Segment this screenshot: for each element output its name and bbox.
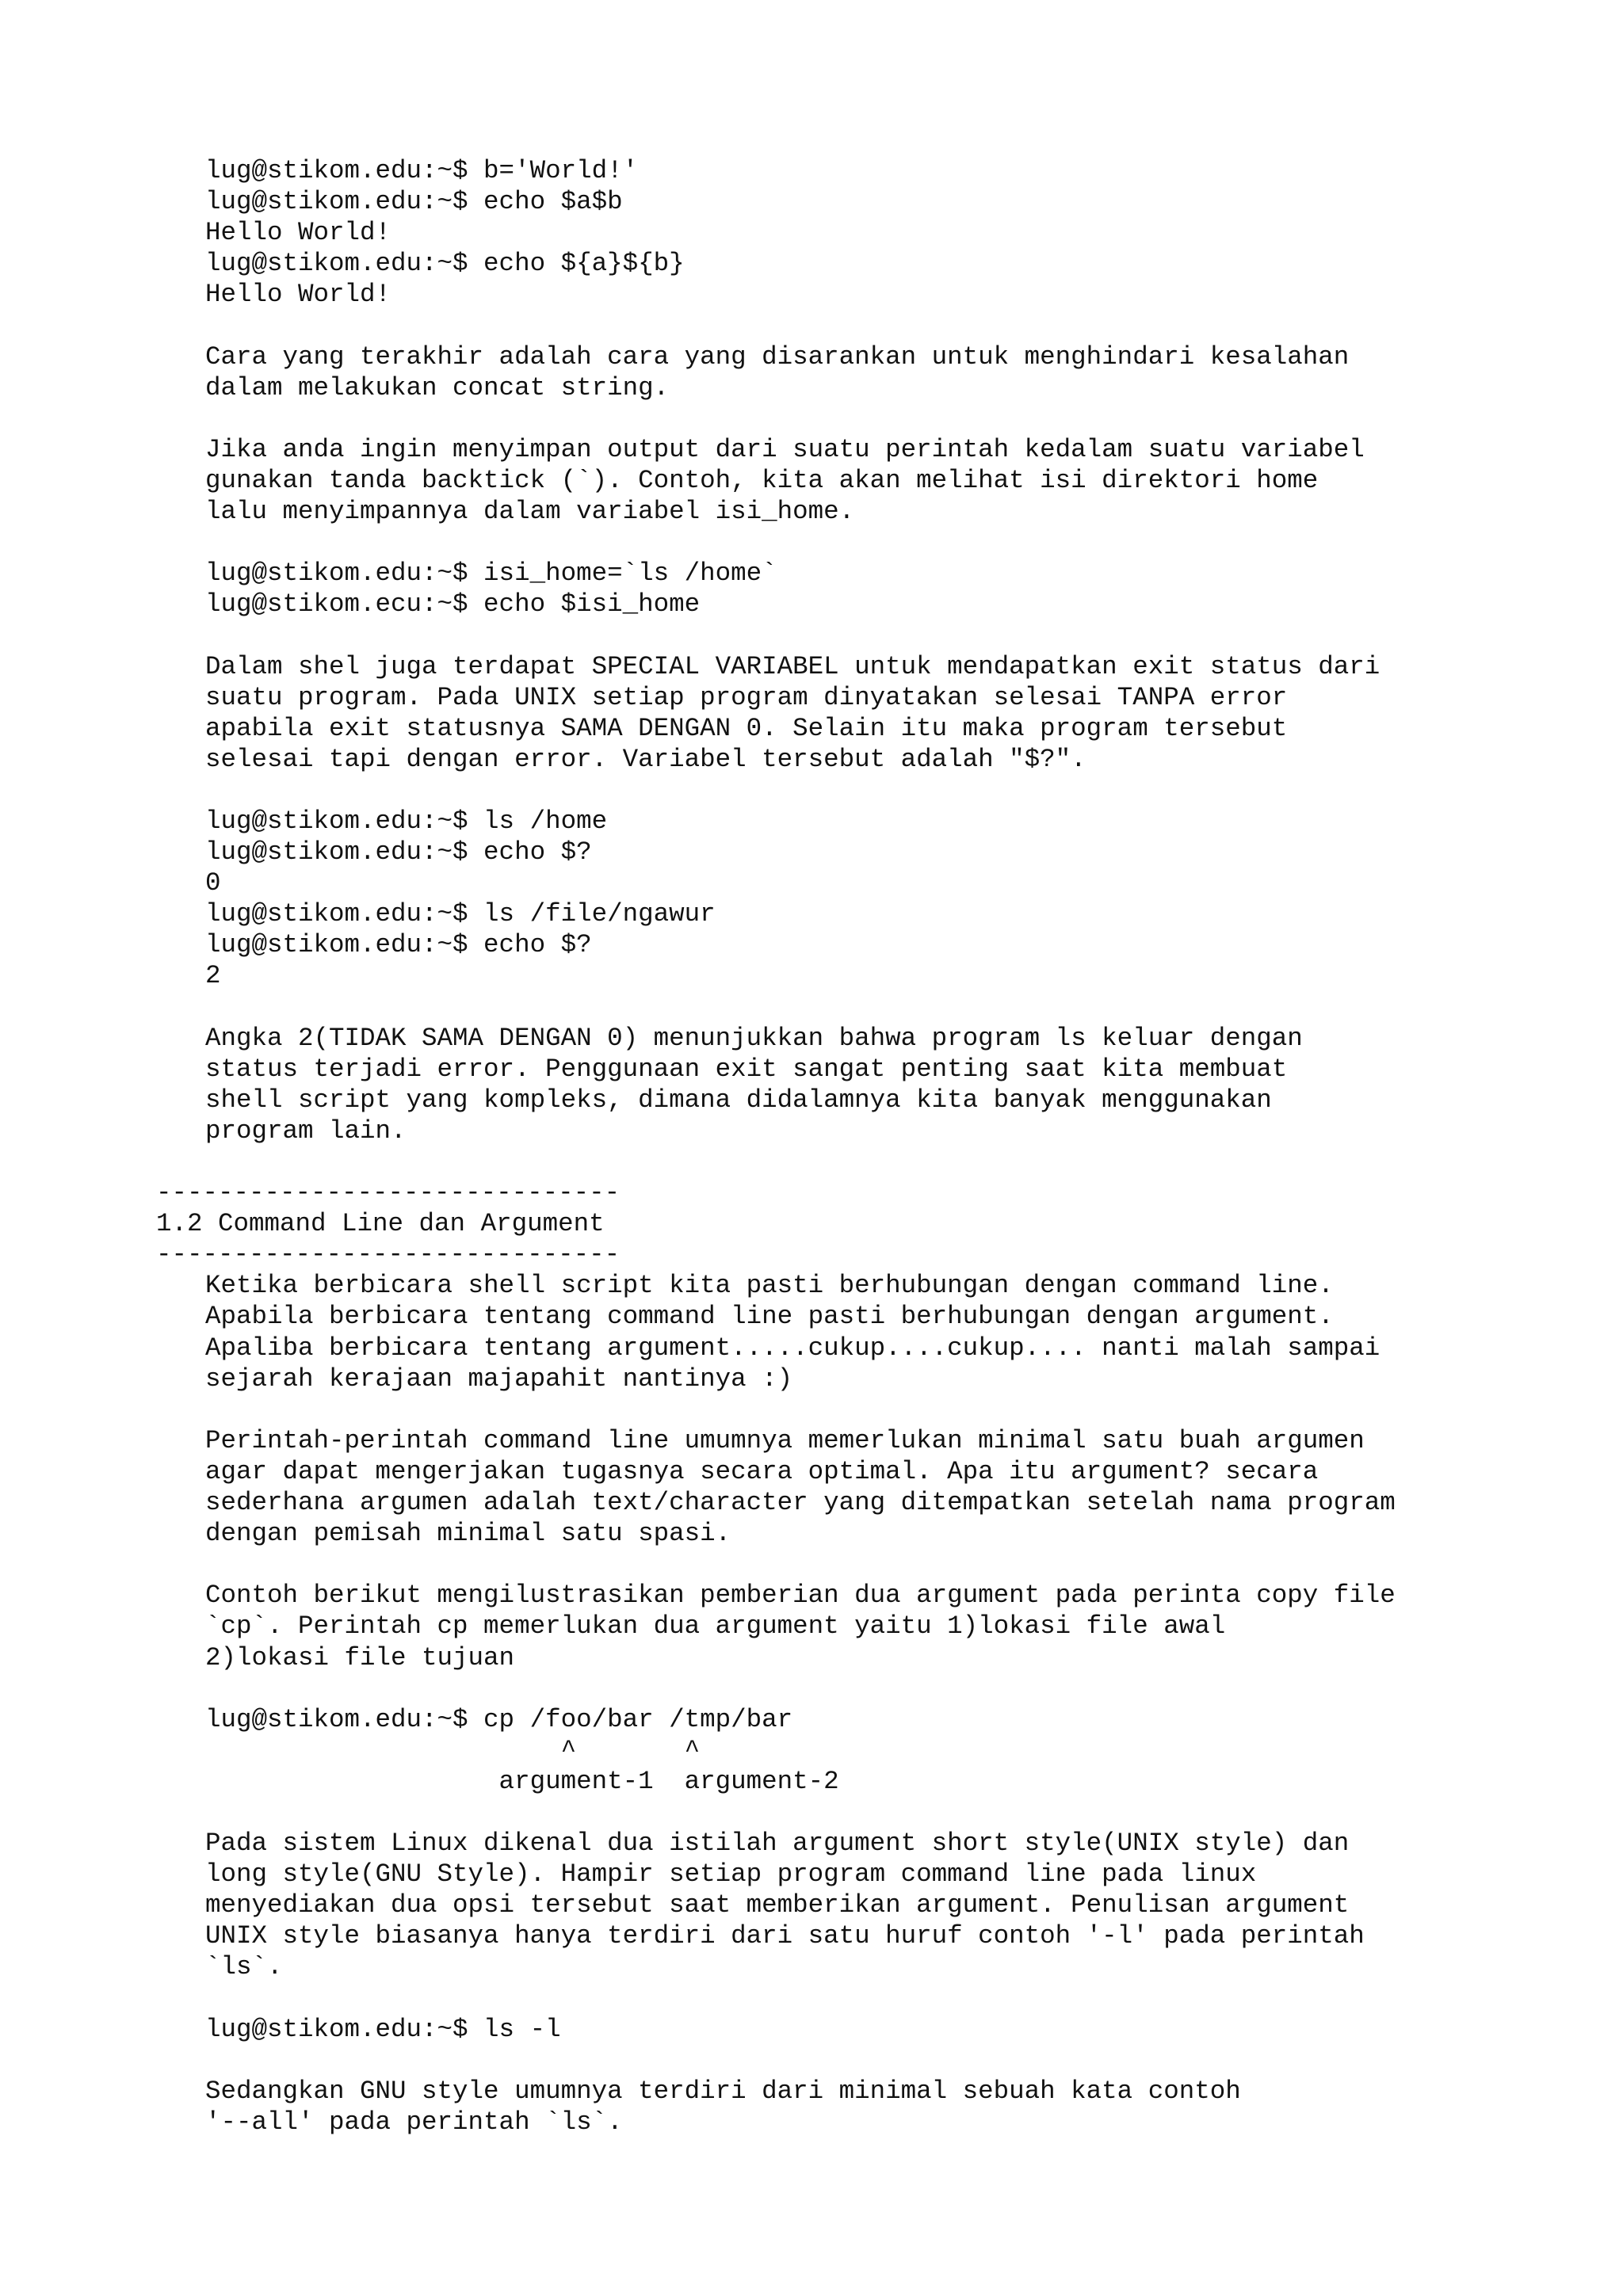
text-line: lug@stikom.edu:~$ ls /file/ngawur <box>205 899 716 929</box>
text-line: lug@stikom.edu:~$ b='World!' <box>205 156 639 185</box>
text-line: UNIX style biasanya hanya terdiri dari satu huruf contoh '-l' pada perintah <box>205 1921 1365 1951</box>
text-line: 1.2 Command Line dan Argument <box>156 1209 605 1239</box>
blank-line <box>156 310 1583 341</box>
text-line: Hello World! <box>205 280 391 310</box>
text-line: ^ ^ <box>205 1735 701 1765</box>
text-line: menyediakan dua opsi tersebut saat memberikan argument. Penulisan argument <box>205 1890 1350 1920</box>
text-line: Perintah-perintah command line umumnya memerlukan minimal satu buah argumen <box>205 1425 1365 1455</box>
blank-line <box>156 403 1583 434</box>
blank-line <box>156 527 1583 558</box>
text-line: suatu program. Pada UNIX setiap program dinyatakan selesai TANPA error <box>205 682 1288 712</box>
text-line: lug@stikom.edu:~$ isi_home=`ls /home` <box>205 559 777 589</box>
blank-line <box>156 1394 1583 1425</box>
text-line: status terjadi error. Penggunaan exit sangat penting saat kita membuat <box>205 1054 1288 1084</box>
blank-line <box>156 1673 1583 1704</box>
text-line: `ls`. <box>205 1952 283 1982</box>
text-line: Angka 2(TIDAK SAMA DENGAN 0) menunjukkan bahwa program ls keluar dengan <box>205 1023 1303 1053</box>
text-line: Apabila berbicara tentang command line pasti berhubungan dengan argument. <box>205 1302 1334 1332</box>
blank-line <box>156 1549 1583 1580</box>
blank-line <box>156 2045 1583 2076</box>
text-line: Contoh berikut mengilustrasikan pemberian dua argument pada perinta copy file <box>205 1581 1396 1611</box>
text-line: `cp`. Perintah cp memerlukan dua argument yaitu 1)lokasi file awal <box>205 1611 1226 1642</box>
text-line: program lain. <box>205 1116 407 1146</box>
text-line: apabila exit statusnya SAMA DENGAN 0. Selain itu maka program tersebut <box>205 713 1288 743</box>
text-line: selesai tapi dengan error. Variabel tersebut adalah "$?". <box>205 744 1086 774</box>
text-line: ------------------------------ <box>156 1240 621 1270</box>
blank-line <box>156 992 1583 1023</box>
text-line: lug@stikom.edu:~$ echo ${a}${b} <box>205 249 685 279</box>
text-line: Apaliba berbicara tentang argument.....cukup....cukup.... nanti malah sampai <box>205 1333 1381 1363</box>
text-line: 2 <box>205 961 221 991</box>
text-line: 2)lokasi file tujuan <box>205 1642 515 1672</box>
text-line: lug@stikom.edu:~$ ls -l <box>205 2014 561 2044</box>
text-line: Hello World! <box>205 218 391 248</box>
text-line: shell script yang kompleks, dimana didalamnya kita banyak menggunakan <box>205 1085 1272 1115</box>
text-line: sederhana argumen adalah text/character yang ditempatkan setelah nama program <box>205 1488 1396 1518</box>
text-line: lug@stikom.edu:~$ echo $a$b <box>205 187 623 217</box>
blank-line <box>156 1146 1583 1177</box>
blank-line <box>156 775 1583 806</box>
text-line: lalu menyimpannya dalam variabel isi_home. <box>205 497 855 527</box>
text-line: Cara yang terakhir adalah cara yang disarankan untuk menghindari kesalahan <box>205 341 1350 372</box>
blank-line <box>156 620 1583 650</box>
document-body <box>156 155 1583 2138</box>
text-line: lug@stikom.edu:~$ echo $? <box>205 837 592 868</box>
blank-line <box>156 1983 1583 2014</box>
text-line: dalam melakukan concat string. <box>205 372 670 402</box>
text-line: Jika anda ingin menyimpan output dari suatu perintah kedalam suatu variabel <box>205 434 1365 464</box>
text-line: Dalam shel juga terdapat SPECIAL VARIABEL untuk mendapatkan exit status dari <box>205 651 1381 681</box>
text-line: Ketika berbicara shell script kita pasti berhubungan dengan command line. <box>205 1271 1334 1301</box>
text-line: long style(GNU Style). Hampir setiap program command line pada linux <box>205 1859 1257 1890</box>
text-line: Sedangkan GNU style umumnya terdiri dari minimal sebuah kata contoh <box>205 2076 1241 2106</box>
text-line: 0 <box>205 868 221 898</box>
text-line: dengan pemisah minimal satu spasi. <box>205 1519 731 1549</box>
text-line: lug@stikom.edu:~$ echo $? <box>205 930 592 960</box>
text-line: '--all' pada perintah `ls`. <box>205 2107 623 2137</box>
blank-line <box>156 1797 1583 1828</box>
text-line: argument-1 argument-2 <box>205 1766 839 1796</box>
text-line: agar dapat mengerjakan tugasnya secara optimal. Apa itu argument? secara <box>205 1456 1319 1486</box>
text-line: ------------------------------ <box>156 1178 621 1208</box>
text-line: lug@stikom.ecu:~$ echo $isi_home <box>205 589 701 620</box>
text-line: lug@stikom.edu:~$ ls /home <box>205 806 608 836</box>
text-line: lug@stikom.edu:~$ cp /foo/bar /tmp/bar <box>205 1704 793 1734</box>
text-line: gunakan tanda backtick (`). Contoh, kita akan melihat isi direktori home <box>205 465 1319 495</box>
text-line: Pada sistem Linux dikenal dua istilah argument short style(UNIX style) dan <box>205 1829 1350 1859</box>
text-line: sejarah kerajaan majapahit nantinya :) <box>205 1363 793 1394</box>
